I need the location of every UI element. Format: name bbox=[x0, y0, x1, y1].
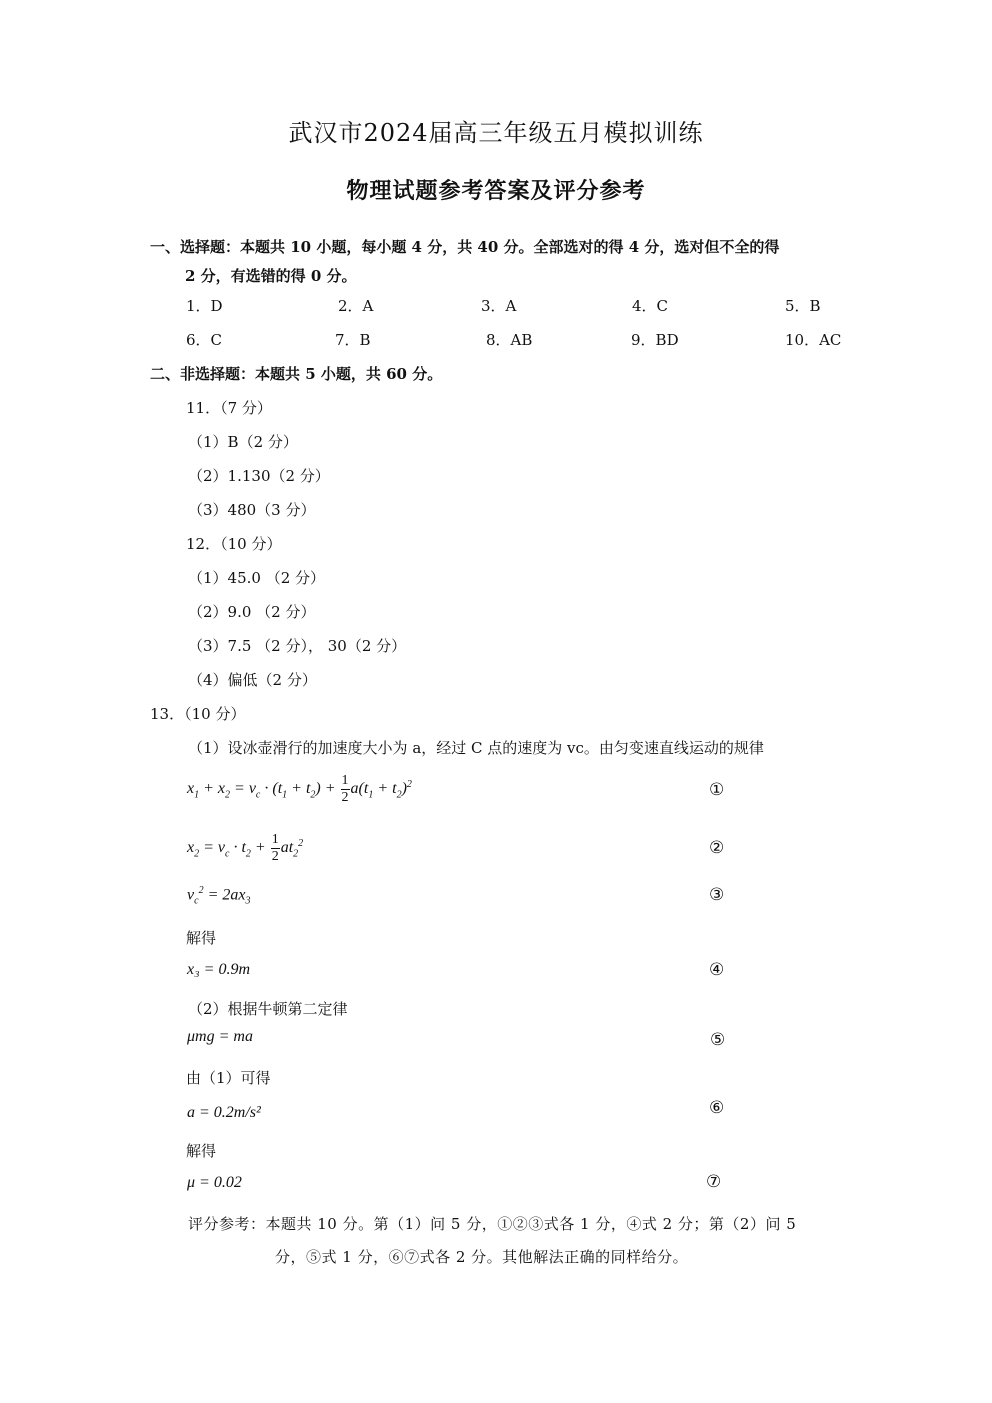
answer-item: 5．B bbox=[785, 297, 821, 315]
from-part1-text: 由（1）可得 bbox=[186, 1069, 271, 1087]
answer-item: 1．D bbox=[186, 297, 223, 315]
q13-part2-text: （2）根据牛顿第二定律 bbox=[188, 1000, 348, 1018]
answer-item: 8．AB bbox=[486, 331, 533, 349]
equation-marker: ⑦ bbox=[706, 1172, 722, 1192]
answer-item: 7．B bbox=[335, 331, 371, 349]
answer-item: 2．A bbox=[338, 297, 374, 315]
equation-1: $x_1 + x_2 = v_c \cdot (t_1 + t_2)$ + $\frac{1}{2}$ $a(t_1 + t_2)^2$ bbox=[187, 773, 412, 805]
q12-item: （1）45.0 （2 分） bbox=[188, 569, 326, 587]
part1-heading-line1: 一、选择题：本题共 10 小题，每小题 4 分，共 40 分。全部选对的得 4 分，选对但不全的得 bbox=[150, 238, 780, 256]
equation-marker: ④ bbox=[709, 960, 725, 980]
q12-item: （2）9.0 （2 分） bbox=[188, 603, 316, 621]
equation-marker: ⑤ bbox=[710, 1030, 726, 1050]
q11-title: 11．（7 分） bbox=[186, 399, 272, 417]
equation-7: μ = 0.02 bbox=[187, 1174, 242, 1191]
equation-5: μmg = ma bbox=[187, 1028, 253, 1045]
answer-item: 4．C bbox=[632, 297, 669, 315]
q12-title: 12．（10 分） bbox=[186, 535, 282, 553]
equation-2: $x_2 = v_c \cdot t_2$ + $\frac{1}{2}$ $at_2^2$ bbox=[187, 832, 304, 864]
grading-note-line2: 分，⑤式 1 分，⑥⑦式各 2 分。其他解法正确的同样给分。 bbox=[275, 1248, 689, 1266]
q11-item: （2）1.130（2 分） bbox=[188, 467, 330, 485]
page-title: 武汉市2024届高三年级五月模拟训练 bbox=[288, 119, 704, 147]
equation-marker: ② bbox=[709, 838, 725, 858]
answer-item: 10．AC bbox=[785, 331, 842, 349]
answer-item: 3．A bbox=[481, 297, 517, 315]
equation-marker: ⑥ bbox=[709, 1098, 725, 1118]
q13-intro: （1）设冰壶滑行的加速度大小为 a，经过 C 点的速度为 vc。由匀变速直线运动的规律 bbox=[188, 739, 764, 757]
q13-title: 13．（10 分） bbox=[150, 705, 246, 723]
part2-heading: 二、非选择题：本题共 5 小题，共 60 分。 bbox=[150, 365, 443, 383]
q12-item: （3）7.5 （2 分）， 30（2 分） bbox=[188, 637, 407, 655]
q11-item: （1）B（2 分） bbox=[188, 433, 298, 451]
equation-marker: ① bbox=[709, 780, 725, 800]
solve-label: 解得 bbox=[186, 1142, 217, 1160]
answer-item: 6．C bbox=[186, 331, 223, 349]
q12-item: （4）偏低（2 分） bbox=[188, 671, 317, 689]
equation-3: $v_c^2 = 2ax_3$ bbox=[187, 885, 251, 907]
solve-label: 解得 bbox=[186, 929, 217, 947]
grading-note-line1: 评分参考：本题共 10 分。第（1）问 5 分，①②③式各 1 分，④式 2 分；第（2）问 5 bbox=[188, 1215, 797, 1233]
page-subtitle: 物理试题参考答案及评分参考 bbox=[346, 178, 646, 204]
equation-6: a = 0.2m/s² bbox=[187, 1104, 261, 1121]
answer-item: 9．BD bbox=[631, 331, 679, 349]
equation-4: x₃ = 0.9m bbox=[187, 961, 251, 978]
part1-heading-line2: 2 分，有选错的得 0 分。 bbox=[185, 267, 357, 285]
q11-item: （3）480（3 分） bbox=[188, 501, 316, 519]
equation-marker: ③ bbox=[709, 885, 725, 905]
